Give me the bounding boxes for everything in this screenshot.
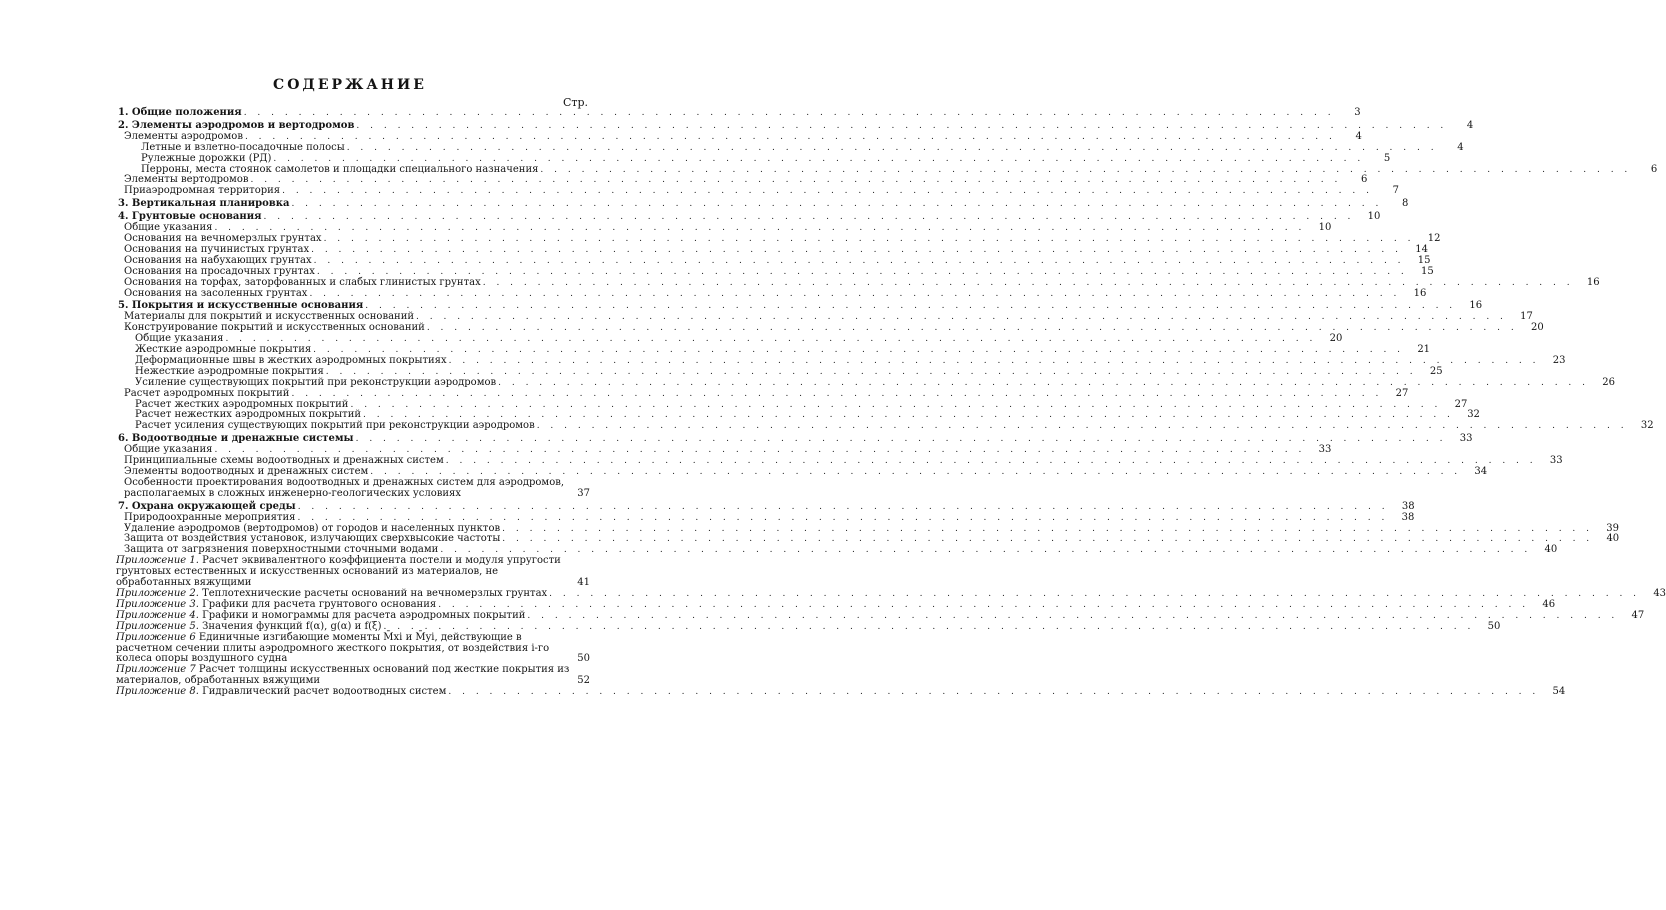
toc-entry-title: Элементы аэродромов [124,130,243,142]
toc-entry-title: Общие указания [135,333,224,345]
toc-entry-title: Элементы водоотводных и дренажных систем [124,466,369,477]
dot-leader [356,121,1447,132]
dot-leader [317,267,1408,278]
toc-page-number: 8 [1401,198,1409,210]
dot-leader [311,245,1402,256]
toc-entry-title [110,556,590,589]
dot-leader [297,513,1388,524]
toc-page-number: 38 [1401,500,1415,512]
toc-entry-title: Усиление существующих покрытий при реконструкции аэродромов [135,376,497,388]
toc-entry-title: 3. Вертикальная планировка [118,198,290,210]
dot-leader [214,223,1305,234]
toc-entry-title: Элементы вертодромов [124,174,249,186]
toc-entry-title: 4. Грунтовые основания [118,211,262,223]
appendix-label: Приложение 5. [116,620,199,632]
toc-entry-title: Природоохранные мероприятия [124,511,296,523]
toc-entry-title: Нежесткие аэродромные покрытия [135,365,324,377]
toc-page-number: 37 [577,487,590,499]
toc-entry-title: Рулежные дорожки (РД) [141,152,272,164]
toc-page-number: 17 [1520,311,1533,323]
toc-entry [110,556,590,589]
dot-leader [245,132,1336,143]
toc-page-number: 50 [577,653,590,665]
appendix-label: Приложение 4. [116,609,199,621]
dot-leader [313,345,1404,356]
toc-entry-title [110,687,446,698]
toc-page-number: 20 [1329,333,1343,345]
toc-entry [110,185,1399,197]
dot-leader [282,186,1373,197]
toc-entry-title: Основания на засоленных грунтах [124,287,308,299]
toc-page-number: 4 [1466,119,1474,131]
toc-entry [110,141,1464,154]
toc-entry-title: Приаэродромная территория [124,185,281,197]
toc-page-number: 4 [1355,130,1362,142]
page-column-header: Стр. [562,96,588,109]
appendix-title: Расчет толщины искусственных оснований под жесткие покрытия из материалов, обработанных вяжущими [116,664,570,687]
toc-entry-title: Расчет жестких аэродромных покрытий [135,398,349,410]
appendix-label: Приложение 2. [116,587,199,599]
dot-leader [298,502,1389,513]
toc-entry [110,633,590,666]
toc-entry-title: Основания на набухающих грунтах [124,254,312,266]
toc-entry-title: Удаление аэродромов (вертодромов) от городов и населенных пунктов [124,522,501,534]
dot-leader [527,611,1618,622]
toc-entry-title: 2. Элементы аэродромов и вертодромов [118,119,355,131]
toc-page-number: 7 [1392,185,1399,197]
toc-page-number: 10 [1318,222,1332,234]
toc-page-number: 14 [1415,243,1428,255]
toc-entry [110,107,1361,119]
toc-page-number: 21 [1417,344,1431,356]
page-title: СОДЕРЖАНИЕ [273,77,427,93]
appendix-title: Единичные изгибающие моменты M̄xi и M̄yi, действующие в расчетном сечении плиты аэродромного жесткого покрытия, от воздействия i-го колеса опоры воздушного судна [116,631,550,665]
toc-page-number: 50 [1487,620,1501,632]
toc-page-number: 40 [1606,533,1620,545]
toc-entry-title: Защита от загрязнения поверхностными сточными водами [124,544,439,556]
dot-leader [537,421,1628,432]
toc-entry-title: Защита от воздействия установок, излучающих сверхвысокие частоты [124,533,501,545]
toc-page-number: 27 [1395,387,1409,399]
dot-leader [309,289,1400,300]
toc-page-number: 27 [1454,398,1468,410]
toc-entry [110,511,1415,524]
toc-entry-title: Принципиальные схемы водоотводных и дренажных систем [124,455,444,467]
toc-entry-title: Общие указания [124,222,213,234]
dot-leader [440,545,1531,556]
dot-leader [350,400,1441,411]
toc-entry-title [110,665,590,687]
dot-leader [449,356,1540,367]
toc-entry-title: Конструирование покрытий и искусственных оснований [124,322,425,334]
toc-page-number: 15 [1417,254,1431,266]
dot-leader [446,456,1537,467]
dot-leader [356,434,1447,445]
appendix-title: Теплотехнические расчеты оснований на вечномерзлых грунтах [202,587,548,599]
toc-page-number: 32 [1640,420,1654,432]
toc-entry [110,198,1409,210]
dot-leader [438,600,1529,611]
appendix-label: Приложение 3. [116,598,199,610]
appendix-title: Расчет эквивалентного коэффициента постели и модуля упругости грунтовых естественных и искусственных оснований из материалов, не обработанных вяжущими [116,555,561,589]
toc-page-number: 23 [1552,354,1566,366]
dot-leader [264,212,1355,223]
appendix-label: Приложение 1. [116,555,199,567]
toc-entry-title: 5. Покрытия и искусственные основания [118,300,364,312]
toc-entry-title: Материалы для покрытий и искусственных оснований [124,311,415,323]
dot-leader [347,143,1438,154]
appendix-label: Приложение 7 [116,664,196,676]
toc-entry [110,152,1391,165]
dot-leader [291,389,1382,400]
toc-page-number: 3 [1354,107,1361,118]
dot-leader [324,234,1415,245]
dot-leader [250,175,1341,186]
toc-page-number: 33 [1459,433,1473,445]
toc-page-number: 33 [1549,455,1563,467]
toc-page-number: 54 [1552,686,1566,698]
toc-page-number: 46 [1542,598,1556,610]
toc-entry-title: Основания на просадочных грунтах [124,265,315,277]
toc-entry [110,420,1654,432]
toc-page-number: 20 [1530,322,1544,334]
toc-entry [110,665,590,687]
dot-leader [448,687,1539,698]
appendix-label: Приложение 6 [116,631,196,643]
dot-leader [483,278,1574,289]
toc-entry-title: Расчет нежестких аэродромных покрытий [135,409,362,421]
toc-page-number: 4 [1457,141,1464,153]
dot-leader [427,323,1518,334]
dot-leader [498,378,1589,389]
dot-leader [244,108,1335,119]
toc-page-number: 6 [1360,174,1368,186]
toc-entry [110,478,590,500]
appendix-title: Графики и номограммы для расчета аэродромных покрытий [202,609,526,621]
toc-page-number: 47 [1631,609,1645,621]
toc-page-number: 5 [1383,152,1391,164]
toc-entry-title: Перроны, места стоянок самолетов и площадки специального назначения [141,163,539,175]
dot-leader [314,256,1405,267]
toc-page-number: 33 [1318,444,1332,456]
toc-page-number: 39 [1606,522,1619,534]
toc-page-number: 15 [1421,265,1434,277]
dot-leader [502,534,1593,545]
toc-entry-title: Общие указания [124,444,213,456]
table-of-contents [110,107,1666,698]
toc-page-number: 40 [1544,544,1558,556]
dot-leader [416,312,1507,323]
toc-page-number: 25 [1429,365,1443,377]
toc-page-number: 6 [1650,163,1658,175]
toc-entry [110,387,1409,400]
dot-leader [540,165,1631,176]
toc-entry-title: Расчет аэродромных покрытий [124,387,290,399]
toc-entry-title: 1. Общие положения [118,107,242,118]
toc-entry-title: Основания на торфах, заторфованных и слабых глинистых грунтах [124,276,481,288]
toc-page-number: 26 [1602,376,1615,388]
toc-page-number: 16 [1586,276,1600,288]
toc-entry-title: Основания на пучинистых грунтах [124,243,310,255]
toc-entry-title: Жесткие аэродромные покрытия [135,344,312,356]
toc-page-number: 12 [1427,232,1441,244]
toc-page-number: 10 [1367,211,1381,223]
toc-page-number: 38 [1401,511,1415,523]
toc-entry [110,686,1566,698]
toc-page-number: 16 [1469,300,1483,312]
dot-leader [549,589,1640,600]
toc-entry-title: 6. Водоотводные и дренажные системы [118,433,354,445]
toc-entry [110,500,1415,513]
toc-entry [110,287,1427,300]
toc-entry-title [110,633,590,666]
toc-entry [110,265,1434,278]
appendix-title: Гидравлический расчет водоотводных систем [202,686,447,698]
dot-leader [365,301,1456,312]
appendix-label: Приложение 8. [116,686,199,698]
toc-entry [110,276,1600,289]
toc-entry-title: Деформационные швы в жестких аэродромных покрытиях [135,354,447,366]
dot-leader [291,199,1382,210]
toc-entry-title: Основания на вечномерзлых грунтах [124,232,322,244]
toc-page-number: 52 [577,675,590,687]
dot-leader [273,154,1364,165]
dot-leader [225,334,1316,345]
toc-entry-title: Особенности проектирования водоотводных и дренажных систем для аэродромов, располагаемых в сложных инженерно-геологических условиях [124,476,565,499]
dot-leader [502,524,1593,535]
toc-page-number: 32 [1467,409,1480,421]
toc-page-number: 16 [1413,287,1427,299]
toc-page-number: 43 [1653,587,1666,599]
toc-page-number: 34 [1474,466,1488,477]
toc-entry-title: 7. Охрана окружающей среды [118,500,296,512]
toc-page-number: 41 [577,577,590,589]
appendix-title: Значения функций f(α), g(α) и f(ξ) [202,620,382,632]
appendix-title: Графики для расчета грунтового основания [202,598,437,610]
toc-entry-title: Летные и взлетно-посадочные полосы [141,141,345,153]
toc-entry-title: Расчет усиления существующих покрытий при реконструкции аэродромов [135,420,535,432]
dot-leader [383,622,1474,633]
